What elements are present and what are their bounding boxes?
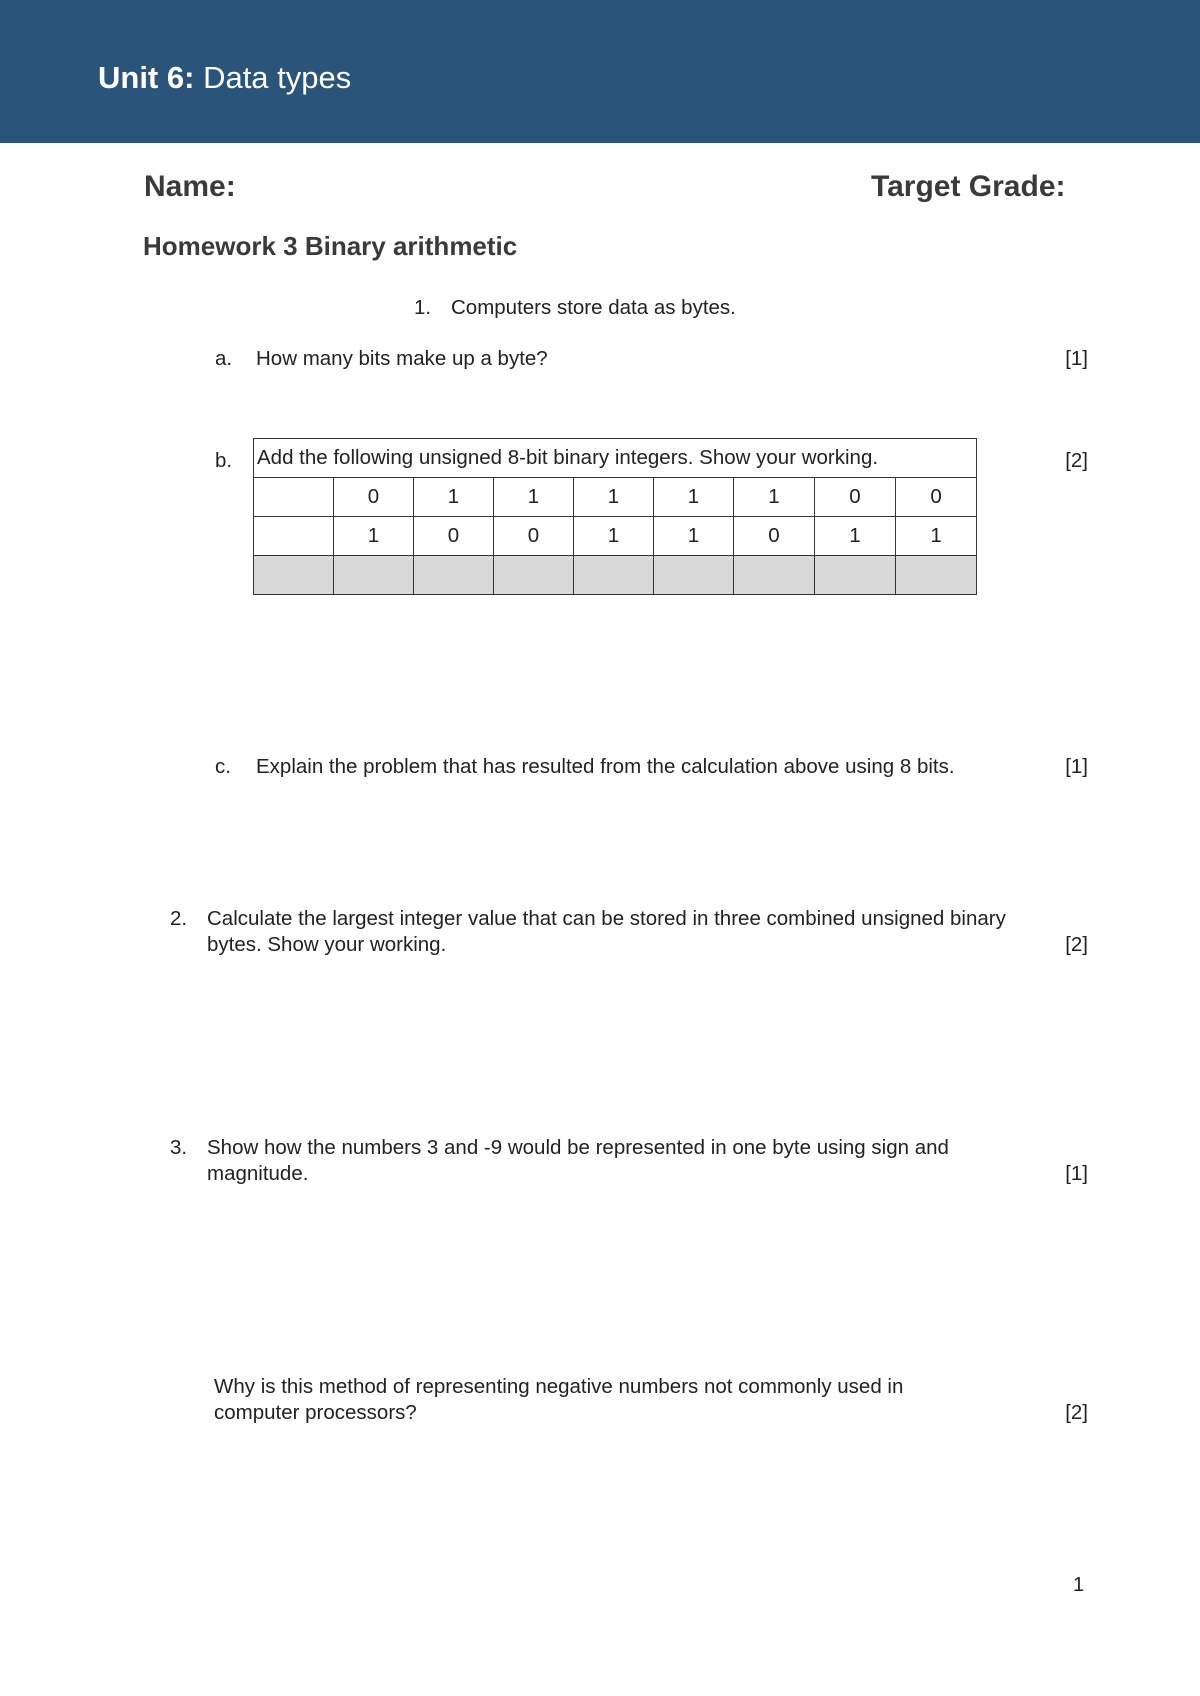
q1b-text: Add the following unsigned 8-bit binary integers. Show your working. — [257, 446, 879, 469]
q3-followup-line2: computer processors? — [214, 1401, 417, 1424]
q1a-letter: a. — [215, 347, 233, 370]
q1c-letter: c. — [215, 755, 231, 778]
answer-cell[interactable] — [815, 556, 896, 595]
q2-number: 2. — [170, 907, 188, 930]
q1c-marks: [1] — [1065, 755, 1088, 778]
q3-line1: Show how the numbers 3 and -9 would be represented in one byte using sign and — [207, 1136, 949, 1159]
table-cell: 0 — [815, 478, 896, 517]
answer-row — [254, 556, 977, 595]
table-cell: 1 — [815, 517, 896, 556]
q3-marks: [1] — [1065, 1162, 1088, 1185]
answer-cell[interactable] — [334, 556, 414, 595]
q1b-marks: [2] — [1065, 449, 1088, 472]
q1a-marks: [1] — [1065, 347, 1088, 370]
q1b-letter: b. — [215, 449, 233, 472]
table-cell: 1 — [574, 517, 654, 556]
table-cell: 0 — [734, 517, 815, 556]
answer-cell[interactable] — [654, 556, 734, 595]
table-cell: 0 — [414, 517, 494, 556]
unit-label: Unit 6: — [98, 60, 195, 95]
q1-text: Computers store data as bytes. — [451, 296, 736, 319]
answer-cell[interactable] — [414, 556, 494, 595]
instruction-row — [254, 439, 977, 478]
table-row — [254, 478, 977, 517]
page-number: 1 — [1073, 1574, 1085, 1596]
table-cell: 1 — [494, 478, 574, 517]
q1a-text: How many bits make up a byte? — [256, 347, 548, 370]
name-label: Name: — [144, 170, 236, 203]
answer-cell[interactable] — [494, 556, 574, 595]
unit-name: Data types — [203, 60, 352, 95]
binary-addition-table — [253, 438, 977, 595]
target-grade-label: Target Grade: — [871, 170, 1066, 203]
answer-cell[interactable] — [896, 556, 977, 595]
q2-line1: Calculate the largest integer value that can be stored in three combined unsigned binary — [207, 907, 1006, 930]
q2-marks: [2] — [1065, 933, 1088, 956]
table-cell: 1 — [654, 478, 734, 517]
table-cell: 1 — [334, 517, 414, 556]
answer-cell[interactable] — [734, 556, 815, 595]
answer-cell[interactable] — [254, 556, 334, 595]
answer-cell[interactable] — [574, 556, 654, 595]
table-cell: 1 — [654, 517, 734, 556]
q3-followup-line1: Why is this method of representing negative numbers not commonly used in — [214, 1375, 904, 1398]
table-cell: 0 — [494, 517, 574, 556]
table-cell: 0 — [896, 478, 977, 517]
unit-title — [98, 60, 351, 96]
table-cell: 1 — [896, 517, 977, 556]
q1-number: 1. — [414, 296, 432, 319]
table-row — [254, 517, 977, 556]
q1c-text: Explain the problem that has resulted from the calculation above using 8 bits. — [256, 755, 955, 778]
q3-number: 3. — [170, 1136, 188, 1159]
q2-line2: bytes. Show your working. — [207, 933, 447, 956]
table-cell — [254, 517, 334, 556]
table-cell: 1 — [574, 478, 654, 517]
table-cell: 1 — [414, 478, 494, 517]
q3-line2: magnitude. — [207, 1162, 309, 1185]
table-cell: 0 — [334, 478, 414, 517]
table-cell: 1 — [734, 478, 815, 517]
homework-title: Homework 3 Binary arithmetic — [143, 231, 518, 261]
q1b-instruction — [254, 439, 977, 478]
table-cell — [254, 478, 334, 517]
q3-followup-marks: [2] — [1065, 1401, 1088, 1424]
